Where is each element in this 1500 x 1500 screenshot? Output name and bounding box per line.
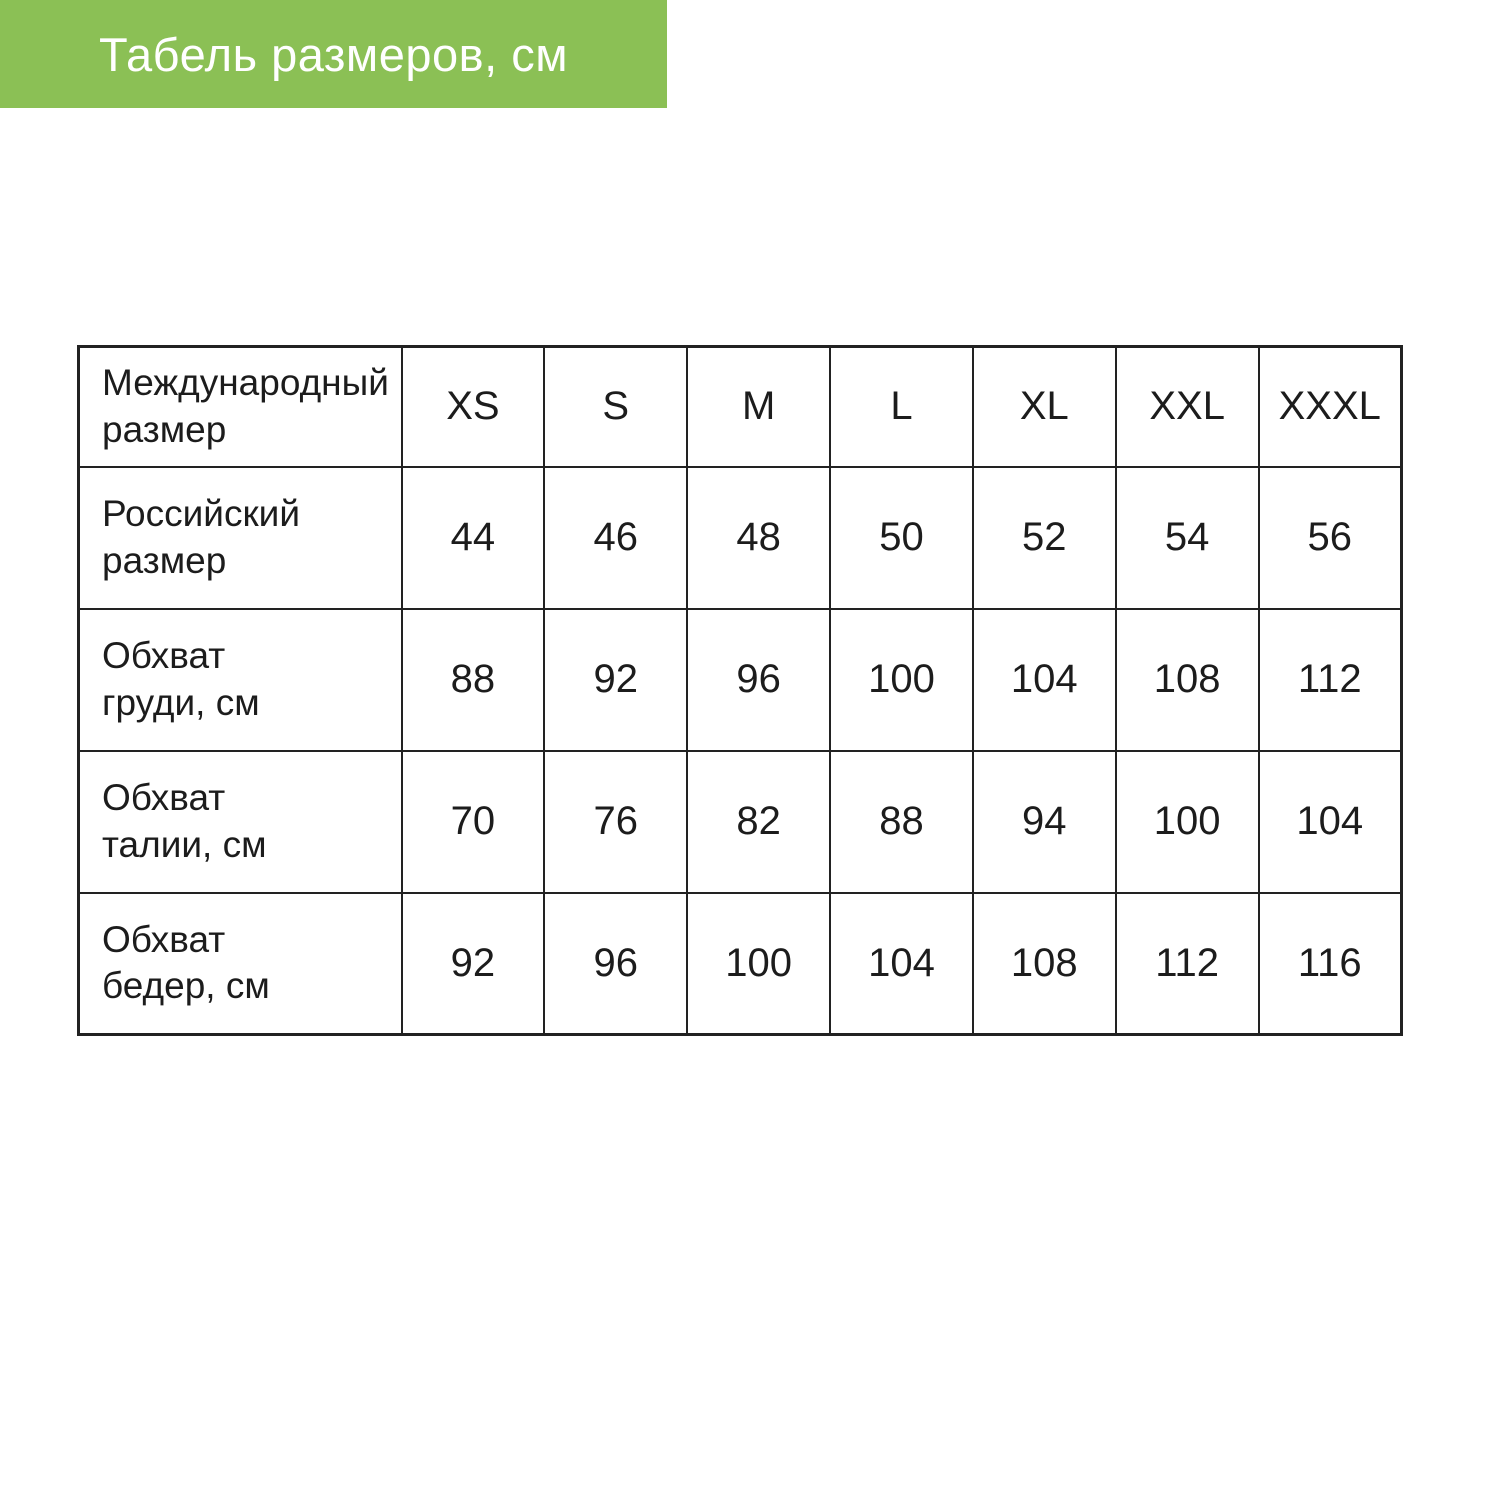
- table-cell: 48: [687, 467, 830, 609]
- table-cell: L: [830, 347, 973, 467]
- table-cell: 52: [973, 467, 1116, 609]
- table-cell: 92: [402, 893, 545, 1035]
- table-cell: 50: [830, 467, 973, 609]
- row-header-line: Обхват: [102, 634, 226, 676]
- table-cell: S: [544, 347, 687, 467]
- table-cell: 100: [1116, 751, 1259, 893]
- row-header-line: груди, см: [102, 681, 260, 723]
- row-header-line: размер: [102, 408, 227, 450]
- row-chest-girth: [79, 609, 1402, 751]
- table-cell: 46: [544, 467, 687, 609]
- table-cell: 70: [402, 751, 545, 893]
- row-header-line: Российский: [102, 492, 300, 534]
- table-cell: 88: [830, 751, 973, 893]
- table-cell: 96: [687, 609, 830, 751]
- table-cell: M: [687, 347, 830, 467]
- table-cell: 104: [1259, 751, 1402, 893]
- title-banner: [0, 0, 667, 108]
- row-header-chest-girth: [79, 609, 402, 751]
- size-table: [77, 345, 1403, 1036]
- row-header-line: талии, см: [102, 823, 267, 865]
- row-header-line: Обхват: [102, 776, 226, 818]
- row-header-waist-girth: [79, 751, 402, 893]
- table-cell: 112: [1116, 893, 1259, 1035]
- table-cell: 108: [973, 893, 1116, 1035]
- table-cell: 88: [402, 609, 545, 751]
- row-header-line: размер: [102, 539, 227, 581]
- table-cell: 100: [687, 893, 830, 1035]
- table-cell: 104: [830, 893, 973, 1035]
- row-header-line: Обхват: [102, 918, 226, 960]
- table-cell: 100: [830, 609, 973, 751]
- table-cell: 112: [1259, 609, 1402, 751]
- row-russian-size: [79, 467, 1402, 609]
- table-cell: 82: [687, 751, 830, 893]
- table-cell: XL: [973, 347, 1116, 467]
- table-cell: 56: [1259, 467, 1402, 609]
- table-cell: 104: [973, 609, 1116, 751]
- row-header-hip-girth: [79, 893, 402, 1035]
- table-cell: 54: [1116, 467, 1259, 609]
- table-cell: 94: [973, 751, 1116, 893]
- table-cell: XXL: [1116, 347, 1259, 467]
- row-waist-girth: [79, 751, 1402, 893]
- row-hip-girth: [79, 893, 1402, 1035]
- table-cell: 44: [402, 467, 545, 609]
- table-cell: 96: [544, 893, 687, 1035]
- row-international-size: [79, 347, 1402, 467]
- row-header-international-size: [79, 347, 402, 467]
- row-header-russian-size: [79, 467, 402, 609]
- table-cell: XXXL: [1259, 347, 1402, 467]
- table-cell: XS: [402, 347, 545, 467]
- row-header-line: бедер, см: [102, 965, 270, 1007]
- table-cell: 108: [1116, 609, 1259, 751]
- row-header-line: Международный: [102, 362, 389, 404]
- page-title: Табель размеров, см: [98, 27, 569, 81]
- table-cell: 116: [1259, 893, 1402, 1035]
- table-cell: 76: [544, 751, 687, 893]
- table-cell: 92: [544, 609, 687, 751]
